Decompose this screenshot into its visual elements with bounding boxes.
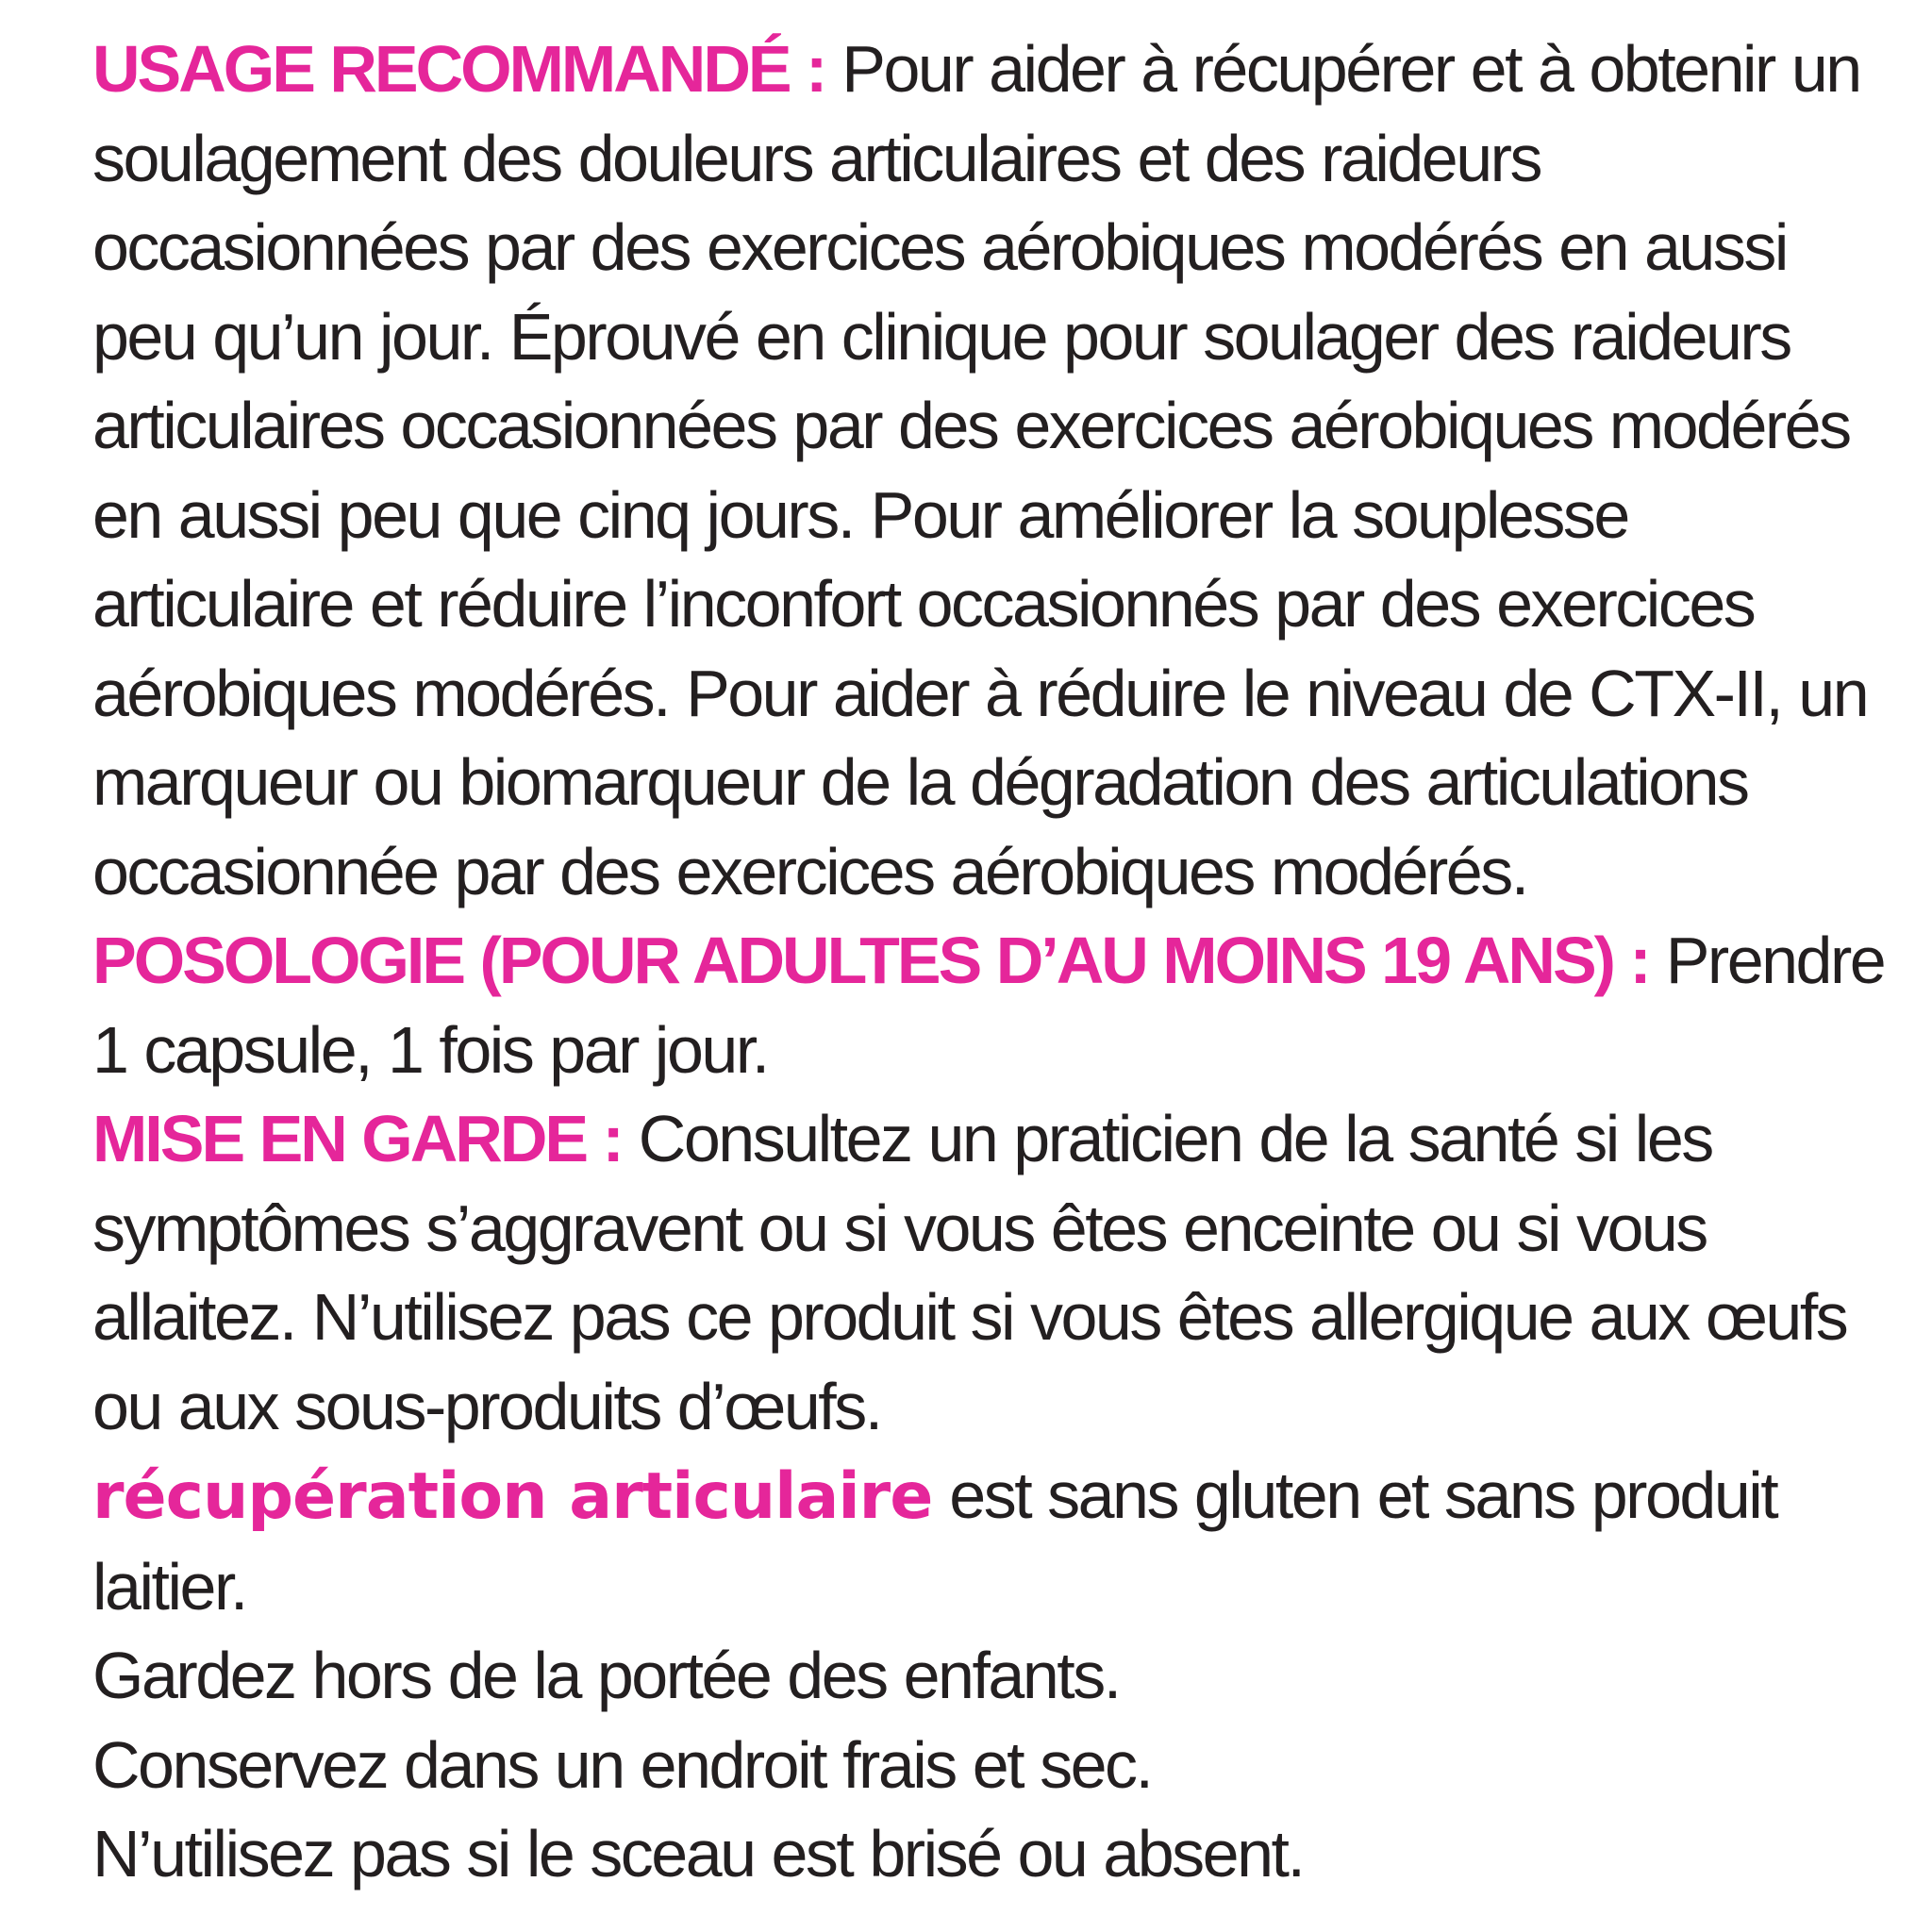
allergen-section	[92, 1451, 1885, 1631]
warning-heading: MISE EN GARDE :	[92, 1102, 622, 1175]
dosage-section	[92, 916, 1885, 1094]
allergen-text: est sans gluten et sans produit laitier.	[92, 1458, 1777, 1624]
usage-heading: USAGE RECOMMANDÉ :	[92, 32, 825, 106]
usage-section	[92, 25, 1885, 916]
usage-text: Pour aider à récupérer et à obtenir un soulagement des douleurs articulaires et des raideurs occasionnées par des exercices aérobiques modérés en aussi peu qu’un jour. Éprouvé en clinique pour soulager des raideurs articulaires occasionnées par des exercices aérobiques modérés en aussi peu que cinq jours. Pour améliorer la souplesse articulaire et réduire l’inconfort occasionnés par des exercices aérobiques modérés. Pour aider à réduire le niveau de CTX-II, un marqueur ou biomarqueur de la dégradation des articulations occasionnée par des exercices aérobiques modérés.	[92, 32, 1868, 908]
warning-section	[92, 1094, 1885, 1451]
dosage-heading: POSOLOGIE (POUR ADULTES D’AU MOINS 19 ANS) :	[92, 924, 1649, 997]
note-storage: Conservez dans un endroit frais et sec.	[92, 1727, 1152, 1802]
dosage-text: Prendre 1 capsule, 1 fois par jour.	[92, 924, 1885, 1087]
note-seal: N’utilisez pas si le sceau est brisé ou absent.	[92, 1817, 1304, 1890]
brand-name: récupération articulaire	[92, 1459, 933, 1534]
product-label-text	[92, 25, 1885, 1899]
warning-text: Consultez un praticien de la santé si les symptômes s’aggravent ou si vous êtes enceinte ou si vous allaitez. N’utilisez pas ce produit si vous êtes allergique aux œufs ou aux sous-produits d’œufs.	[92, 1102, 1847, 1443]
note-keep-away-children: Gardez hors de la portée des enfants.	[92, 1639, 1120, 1712]
